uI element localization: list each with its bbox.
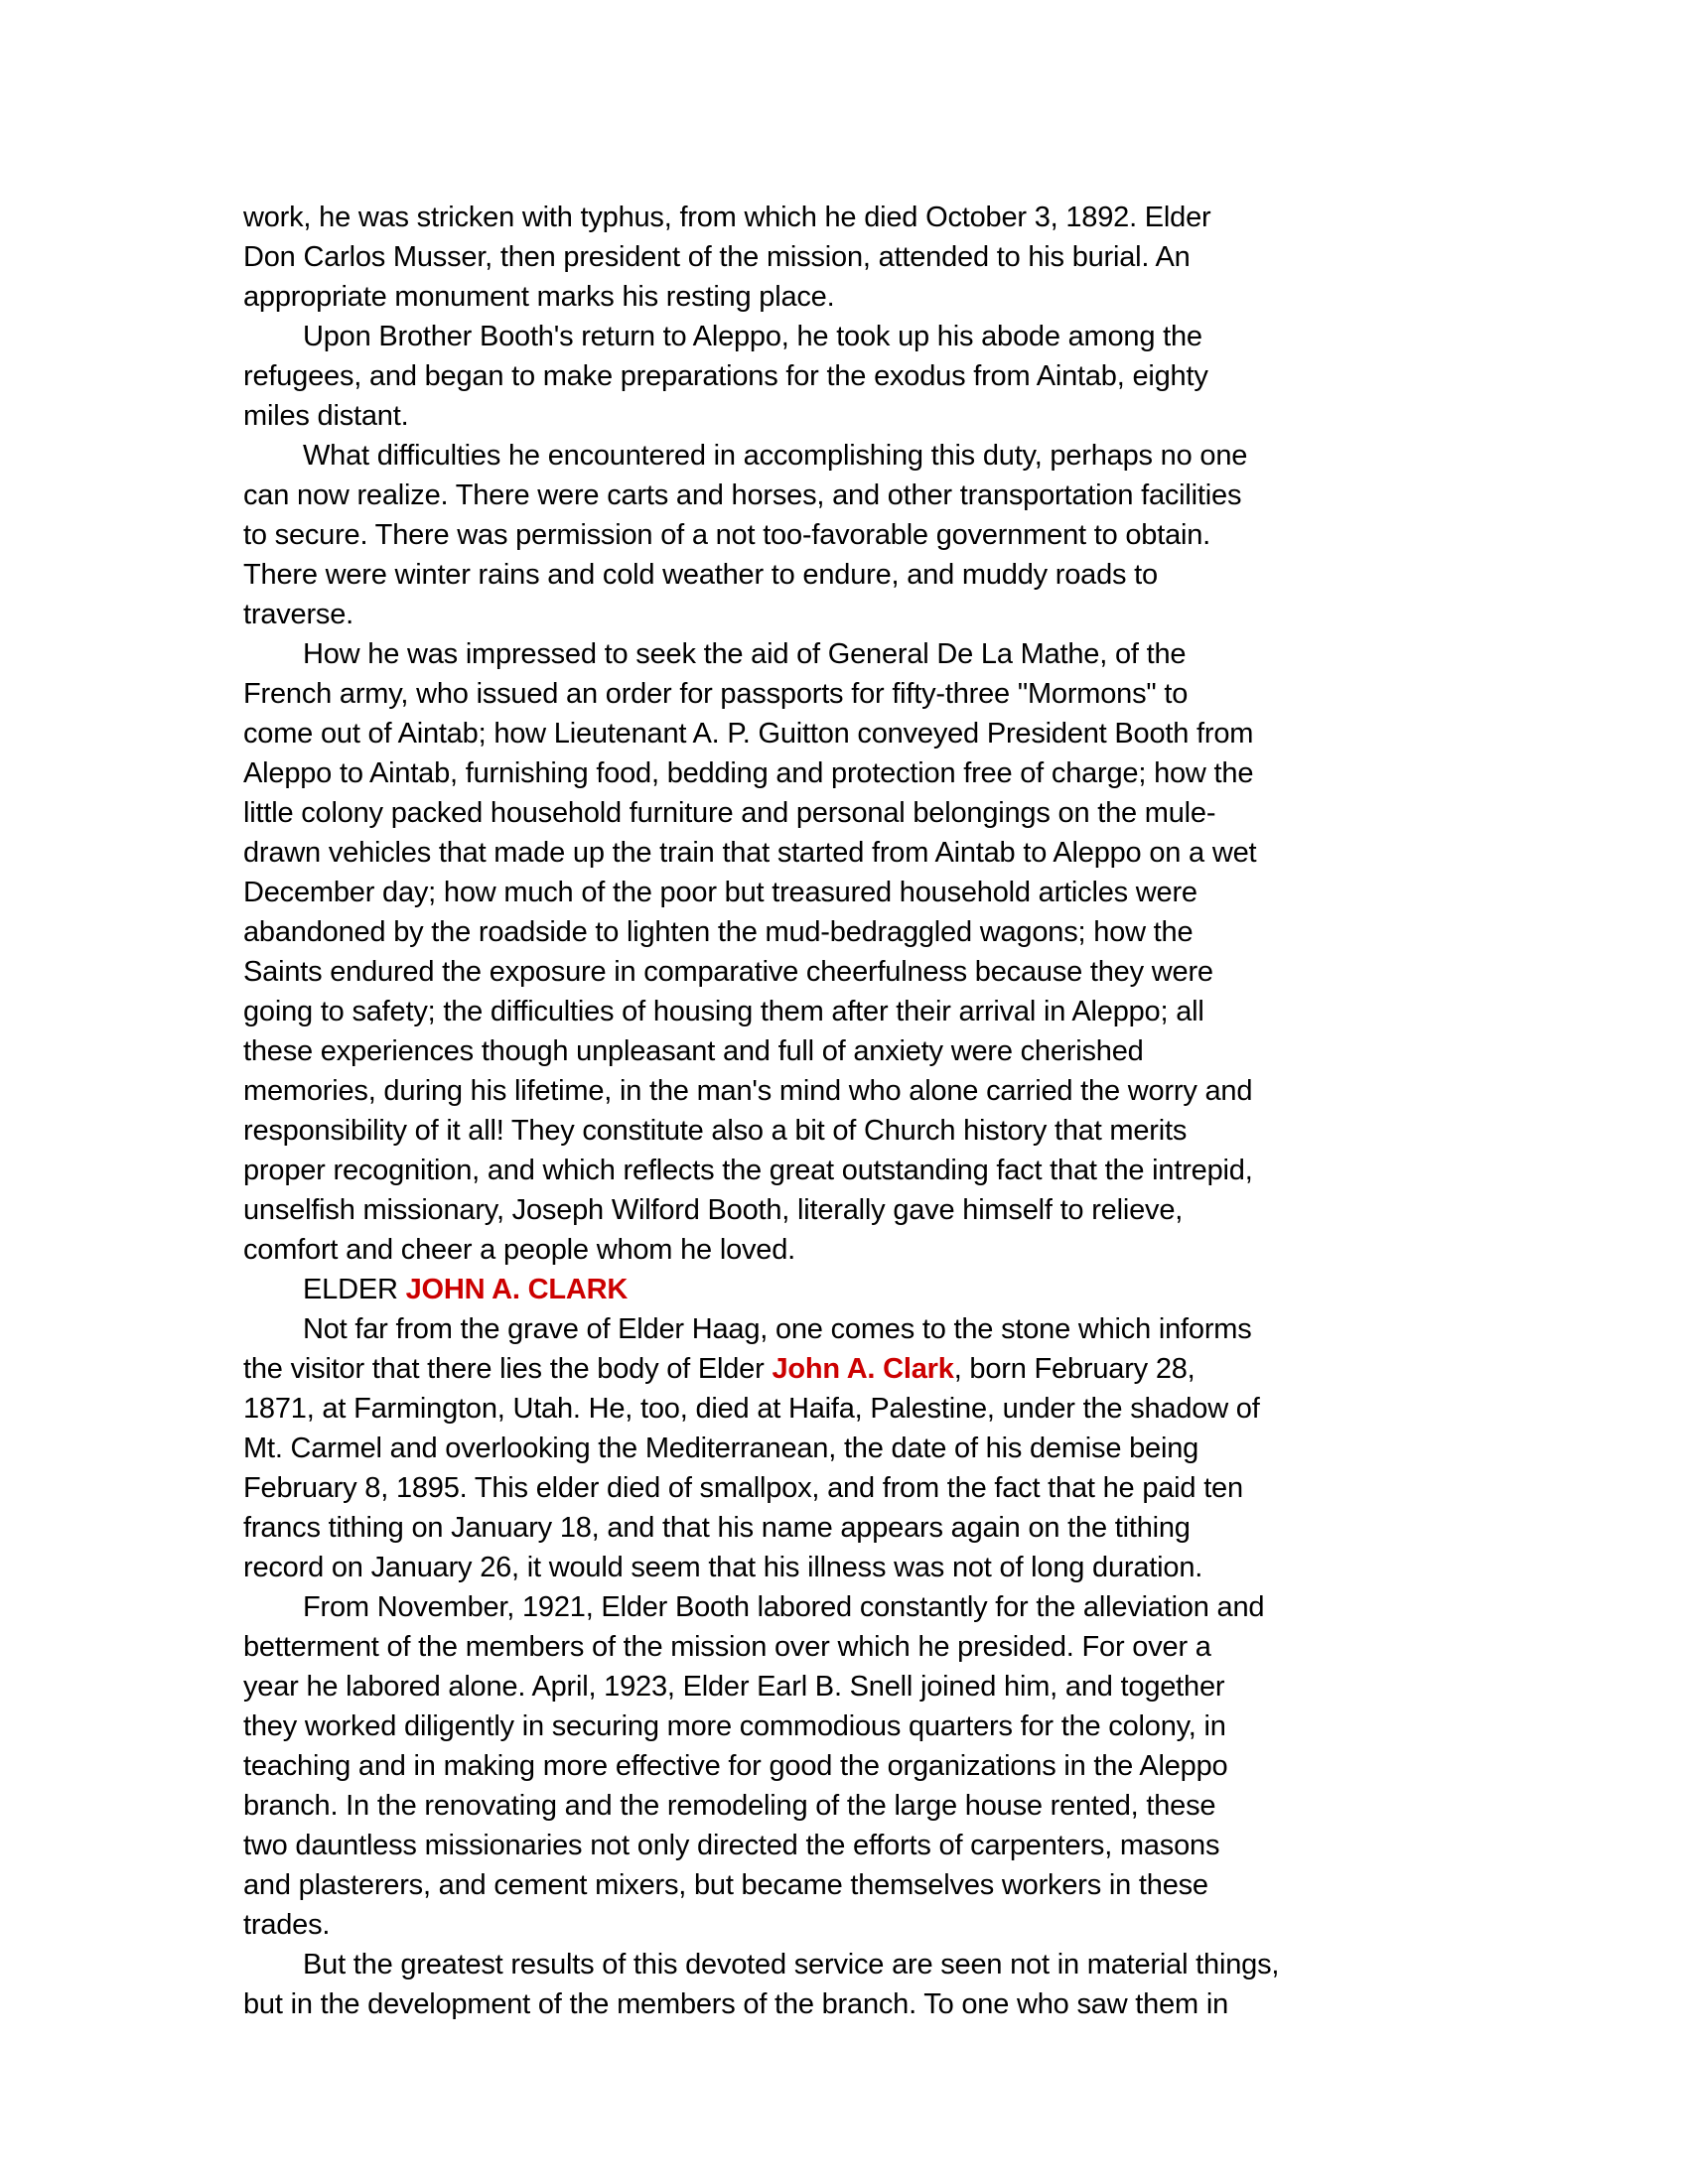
text-line [243,1945,1524,1984]
text-run: francs tithing on January 18, and that his name appears again on the tithing [243,1512,1191,1544]
text-run: teaching and in making more effective for good the organizations in the Aleppo [243,1750,1228,1782]
text-run: Not far from the grave of Elder Haag, one comes to the stone which informs [303,1313,1252,1345]
text-line [243,1190,1524,1230]
text-line [243,277,1524,317]
text-line [243,1151,1524,1190]
text-run: going to safety; the difficulties of housing them after their arrival in Aleppo; all [243,996,1204,1027]
text-line [243,1071,1524,1111]
text-run: work, he was stricken with typhus, from which he died October 3, 1892. Elder [243,202,1211,233]
text-run: branch. In the renovating and the remodeling of the large house rented, these [243,1790,1216,1822]
text-run: comfort and cheer a people whom he loved. [243,1234,796,1266]
text-run: proper recognition, and which reflects the great outstanding fact that the intrepid, [243,1155,1253,1186]
text-run: the visitor that there lies the body of Elder [243,1353,773,1385]
text-run: record on January 26, it would seem that his illness was not of long duration. [243,1552,1203,1583]
text-run: two dauntless missionaries not only directed the efforts of carpenters, masons [243,1830,1220,1861]
text-line [243,1230,1524,1270]
person-name-highlight: John A. Clark [772,1353,954,1385]
text-run: ELDER [303,1274,406,1305]
text-line [243,793,1524,833]
text-run: year he labored alone. April, 1923, Elder Earl B. Snell joined him, and together [243,1671,1225,1703]
text-line [243,1309,1524,1349]
text-line [243,1349,1524,1389]
text-run: Saints endured the exposure in comparative cheerfulness because they were [243,956,1213,988]
text-run: they worked diligently in securing more commodious quarters for the colony, in [243,1710,1226,1742]
text-line [243,595,1524,634]
text-line [243,1984,1524,2024]
text-run: How he was impressed to seek the aid of General De La Mathe, of the [303,638,1187,670]
text-run: memories, during his lifetime, in the man's mind who alone carried the worry and [243,1075,1253,1107]
text-line [243,1270,1524,1309]
text-run: to secure. There was permission of a not too-favorable government to obtain. [243,519,1211,551]
text-run: Don Carlos Musser, then president of the mission, attended to his burial. An [243,241,1191,273]
text-run: Upon Brother Booth's return to Aleppo, he took up his abode among the [303,321,1202,352]
text-line [243,476,1524,515]
text-line [243,396,1524,436]
text-run: responsibility of it all! They constitute also a bit of Church history that merits [243,1115,1188,1147]
text-run: From November, 1921, Elder Booth labored constantly for the alleviation and [303,1591,1265,1623]
text-line [243,1746,1524,1786]
person-name-highlight: JOHN A. CLARK [405,1274,629,1305]
text-line [243,317,1524,356]
text-run: can now realize. There were carts and horses, and other transportation facilities [243,479,1242,511]
text-line [243,1508,1524,1548]
text-line [243,555,1524,595]
text-line [243,436,1524,476]
text-line [243,753,1524,793]
text-line [243,1468,1524,1508]
text-line [243,1786,1524,1826]
text-run: unselfish missionary, Joseph Wilford Booth, literally gave himself to relieve, [243,1194,1184,1226]
text-run: come out of Aintab; how Lieutenant A. P. Guitton conveyed President Booth from [243,718,1254,750]
text-line [243,515,1524,555]
text-line [243,1111,1524,1151]
text-line [243,674,1524,714]
text-run: appropriate monument marks his resting place. [243,281,835,313]
text-run: Mt. Carmel and overlooking the Mediterranean, the date of his demise being [243,1433,1199,1464]
text-run: drawn vehicles that made up the train that started from Aintab to Aleppo on a wet [243,837,1257,869]
text-line [243,1627,1524,1667]
document-text-block [243,198,1524,2024]
text-line [243,356,1524,396]
text-run: French army, who issued an order for passports for fifty-three "Mormons" to [243,678,1189,710]
text-run: 1871, at Farmington, Utah. He, too, died at Haifa, Palestine, under the shadow of [243,1393,1260,1425]
text-line [243,1865,1524,1905]
text-line [243,1031,1524,1071]
text-run: But the greatest results of this devoted service are seen not in material things, [303,1949,1280,1980]
text-line [243,237,1524,277]
text-run: What difficulties he encountered in accomplishing this duty, perhaps no one [303,440,1248,472]
text-line [243,714,1524,753]
text-run: December day; how much of the poor but treasured household articles were [243,877,1197,908]
text-run: betterment of the members of the mission over which he presided. For over a [243,1631,1211,1663]
text-line [243,992,1524,1031]
text-run: miles distant. [243,400,409,432]
text-line [243,198,1524,237]
text-run: traverse. [243,599,354,630]
text-run: Aleppo to Aintab, furnishing food, bedding and protection free of charge; how the [243,757,1254,789]
text-run: February 8, 1895. This elder died of smallpox, and from the fact that he paid ten [243,1472,1243,1504]
text-run: these experiences though unpleasant and full of anxiety were cherished [243,1035,1144,1067]
text-line [243,1587,1524,1627]
text-line [243,1429,1524,1468]
text-run: trades. [243,1909,331,1941]
text-line [243,1548,1524,1587]
text-run: , born February 28, [953,1353,1196,1385]
text-run: little colony packed household furniture and personal belongings on the mule- [243,797,1216,829]
text-line [243,1667,1524,1706]
text-line [243,1826,1524,1865]
text-run: abandoned by the roadside to lighten the mud-bedraggled wagons; how the [243,916,1194,948]
text-line [243,952,1524,992]
text-line [243,634,1524,674]
text-run: refugees, and began to make preparations for the exodus from Aintab, eighty [243,360,1208,392]
text-line [243,1706,1524,1746]
text-line [243,1905,1524,1945]
text-line [243,912,1524,952]
text-run: but in the development of the members of the branch. To one who saw them in [243,1988,1228,2020]
text-line [243,1389,1524,1429]
text-run: There were winter rains and cold weather to endure, and muddy roads to [243,559,1158,591]
text-line [243,873,1524,912]
text-line [243,833,1524,873]
text-run: and plasterers, and cement mixers, but became themselves workers in these [243,1869,1208,1901]
